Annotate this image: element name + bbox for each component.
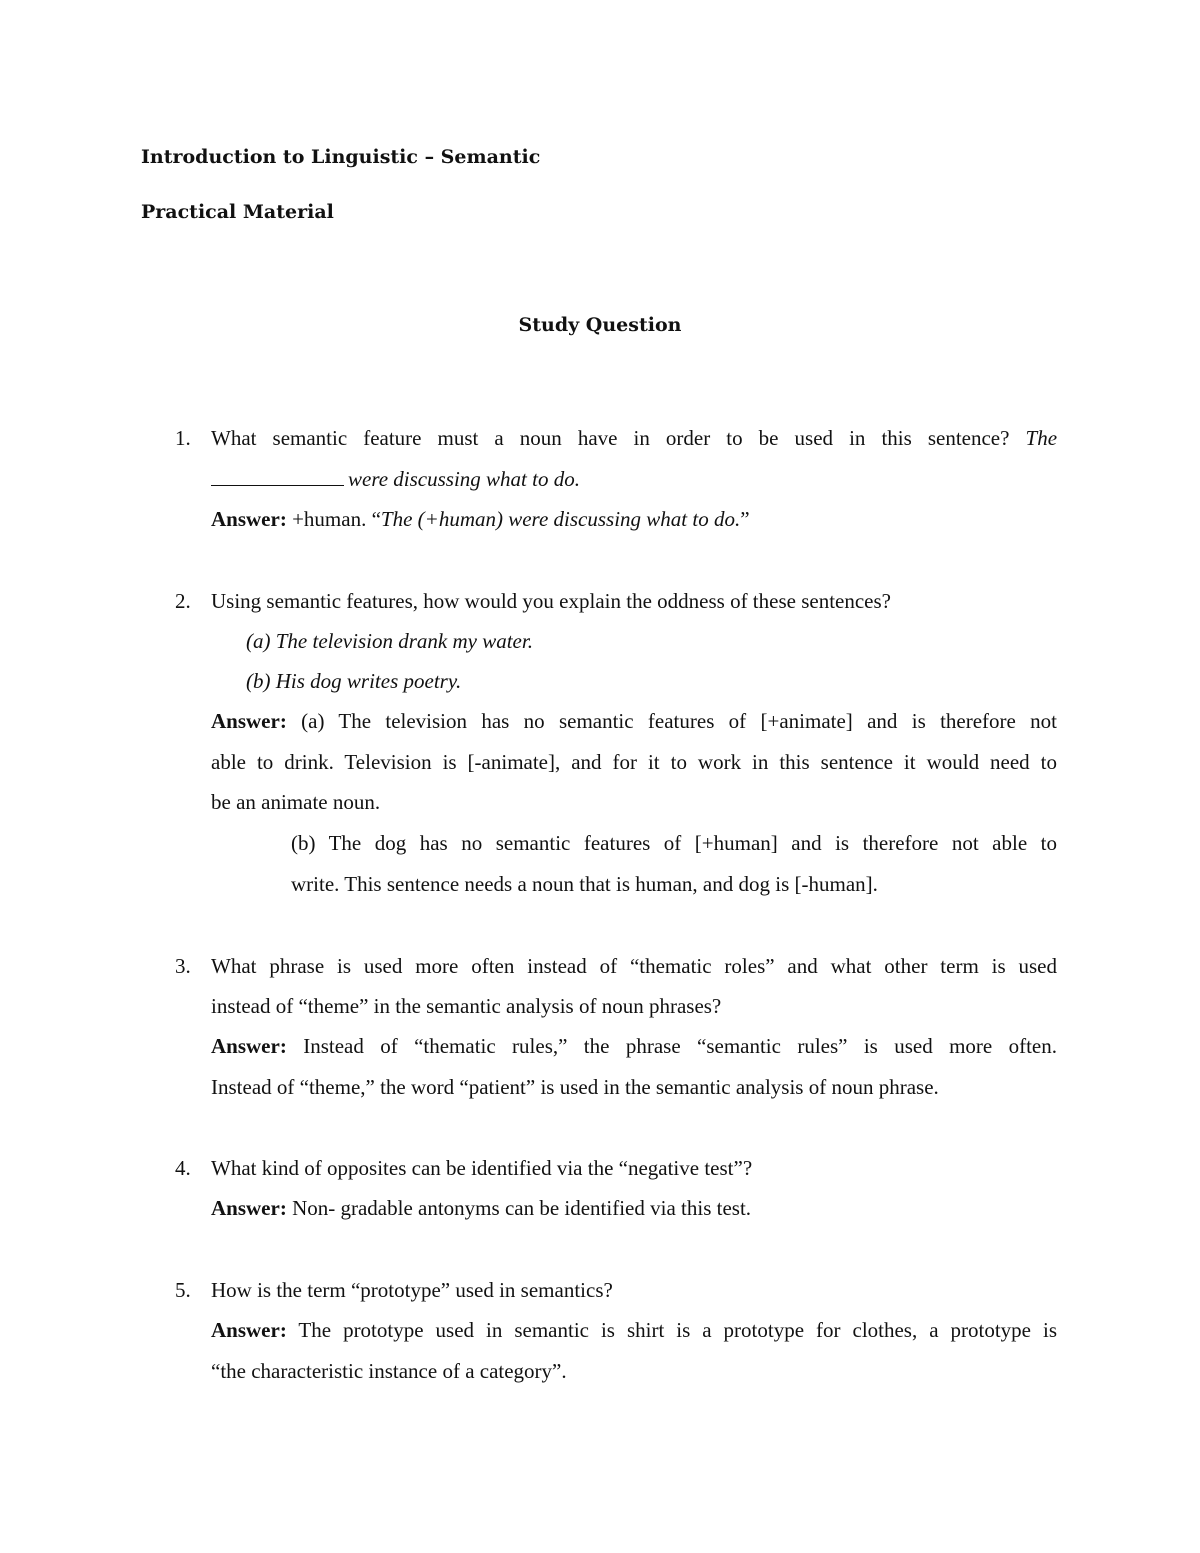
- question-2-answer-b-line-2: write. This sentence needs a noun that is human, and dog is [-human].: [291, 872, 878, 896]
- answer-4-text: Non- gradable antonyms can be identified via this test.: [286, 1196, 752, 1220]
- question-2-option-b: (b) His dog writes poetry.: [246, 669, 462, 693]
- answer-label: Answer:: [211, 1034, 287, 1058]
- answer-label: Answer:: [211, 709, 287, 733]
- question-1-sentence-start: The: [1025, 426, 1058, 450]
- question-5-number: 5.: [175, 1278, 191, 1302]
- document-title: Introduction to Linguistic – Semantic: [141, 146, 541, 168]
- question-2-answer-line-3: be an animate noun.: [211, 790, 381, 814]
- answer-3-text-1: Instead of “thematic rules,” the phrase “semantic rules” is used more often.: [286, 1034, 1057, 1058]
- question-2-answer-b-line-1: (b) The dog has no semantic features of [+human] and is therefore not able to: [291, 831, 1057, 855]
- question-5-answer-line-1: [211, 1316, 1057, 1344]
- answer-label: Answer:: [211, 507, 287, 531]
- question-2-answer-line-1: [211, 707, 1057, 735]
- question-5-text: How is the term “prototype” used in semantics?: [211, 1278, 613, 1302]
- section-title: Study Question: [518, 314, 682, 336]
- question-1-number: 1.: [175, 426, 191, 450]
- question-4-text: What kind of opposites can be identified via the “negative test”?: [211, 1156, 753, 1180]
- question-1-line-1: [211, 424, 1057, 452]
- question-3-answer-line-1: [211, 1032, 1057, 1060]
- question-2-text: Using semantic features, how would you explain the oddness of these sentences?: [211, 589, 891, 613]
- question-1-sentence-end: were discussing what to do.: [348, 467, 580, 491]
- question-1-answer: [211, 505, 750, 533]
- answer-1-italic: The (+human) were discussing what to do.: [380, 507, 741, 531]
- answer-label: Answer:: [211, 1318, 287, 1342]
- answer-1-close: ”: [740, 507, 750, 531]
- answer-1-text: +human. “: [286, 507, 381, 531]
- question-1-text: What semantic feature must a noun have in order to be used in this sentence?: [211, 426, 1010, 450]
- question-4-answer: [211, 1194, 751, 1222]
- answer-label: Answer:: [211, 1196, 287, 1220]
- question-5-answer-line-2: “the characteristic instance of a category”.: [211, 1359, 567, 1383]
- document-subtitle: Practical Material: [141, 201, 334, 223]
- question-1-line-2: [211, 465, 580, 493]
- question-3-line-2: instead of “theme” in the semantic analysis of noun phrases?: [211, 994, 722, 1018]
- answer-5-text-1: The prototype used in semantic is shirt is a prototype for clothes, a prototype is: [286, 1318, 1057, 1342]
- fill-in-blank: [211, 465, 344, 486]
- question-2-answer-line-2: able to drink. Television is [-animate], and for it to work in this sentence it would need to: [211, 750, 1057, 774]
- question-2-number: 2.: [175, 589, 191, 613]
- answer-2-text-1: (a) The television has no semantic features of [+animate] and is therefore not: [286, 709, 1057, 733]
- question-2-option-a: (a) The television drank my water.: [246, 629, 533, 653]
- question-3-number: 3.: [175, 954, 191, 978]
- question-4-number: 4.: [175, 1156, 191, 1180]
- question-3-line-1: What phrase is used more often instead of “thematic roles” and what other term is used: [211, 954, 1057, 978]
- question-3-answer-line-2: Instead of “theme,” the word “patient” is used in the semantic analysis of noun phrase.: [211, 1075, 939, 1099]
